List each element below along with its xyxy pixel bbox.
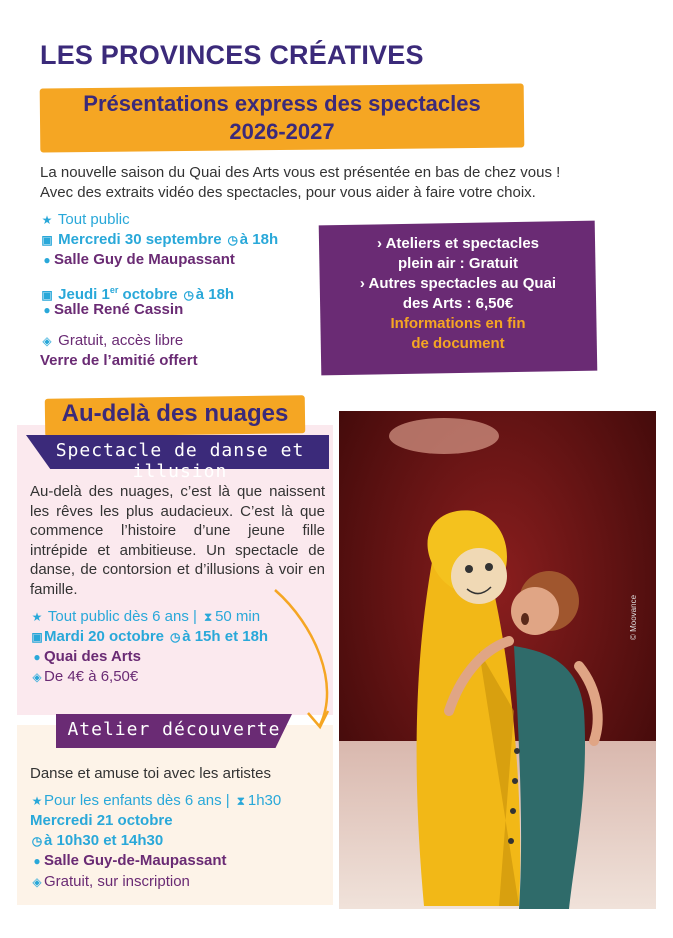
clock-icon: ◷	[183, 288, 194, 302]
show-audience-text: Tout public dès 6 ans |	[47, 608, 197, 625]
workshop-audience	[30, 791, 281, 811]
show-audience	[30, 607, 260, 627]
workshop-audience-text: Pour les enfants dès 6 ans |	[44, 792, 230, 809]
express-price-text: Gratuit, accès libre	[58, 332, 184, 349]
workshop-time-row	[30, 831, 163, 851]
intro-line-1: La nouvelle saison du Quai des Arts vous est présentée en bas de chez vous !	[40, 164, 561, 181]
star-icon: ★	[41, 213, 53, 227]
info-line-1: › Ateliers et spectacles	[376, 235, 540, 252]
express-extra: Verre de l’amitié offert	[40, 352, 198, 369]
hourglass-icon: ⧗	[203, 610, 213, 624]
show-description: Au-delà des nuages, c’est là que naissent les rêves les plus audacieux. C’est là que commence l’histoire d’une jeune fille intrépide et ambitieuse. Un spectacle de danse, de contorsion et d’illusions à voir en famille.	[30, 483, 325, 598]
show-duration: 50 min	[215, 608, 261, 625]
calendar-icon: ▣	[41, 288, 53, 302]
workshop-price	[30, 872, 190, 892]
info-line-2: plein air : Gratuit	[397, 255, 518, 272]
show-price	[30, 667, 138, 687]
express-date-2-day-b: octobre	[118, 286, 178, 303]
show-price-text: De 4€ à 6,50€	[44, 668, 139, 685]
page-title: LES PROVINCES CRÉATIVES	[40, 40, 424, 70]
calendar-icon: ▣	[31, 630, 43, 644]
location-pin-icon: ●	[33, 854, 41, 868]
star-icon: ★	[31, 610, 43, 624]
clock-icon: ◷	[31, 834, 43, 848]
workshop-intro: Danse et amuse toi avec les artistes	[30, 765, 271, 782]
express-date-1	[40, 230, 278, 250]
show-time: à 15h et 18h	[182, 628, 269, 645]
express-venue-2-text: Salle René Cassin	[54, 301, 184, 318]
express-intro	[40, 163, 630, 203]
star-icon: ★	[31, 794, 43, 808]
workshop-title: Atelier découverte	[67, 719, 281, 740]
tag-icon: ◈	[42, 334, 52, 348]
express-date-2-time: à 18h	[195, 286, 235, 303]
workshop-time: à 10h30 et 14h30	[44, 832, 164, 849]
info-line-3: › Autres spectacles au Quai	[359, 275, 557, 292]
show-photo	[339, 411, 656, 909]
photo-credit: © Moovance	[629, 594, 638, 640]
express-banner-title	[40, 90, 524, 146]
express-price	[40, 331, 183, 351]
express-banner-line2: 2026-2027	[229, 119, 335, 144]
express-date-2-day-a: Jeudi 1	[58, 286, 110, 303]
info-line-6: de document	[411, 335, 505, 352]
dancer-illustration	[339, 411, 656, 909]
workshop-date: Mercredi 21 octobre	[30, 812, 173, 829]
info-line-5: Informations en fin	[390, 315, 526, 332]
hourglass-icon: ⧗	[236, 794, 246, 808]
location-pin-icon: ●	[43, 303, 51, 317]
tag-icon: ◈	[32, 875, 42, 889]
express-date-1-time: à 18h	[239, 231, 279, 248]
show-venue	[30, 647, 141, 667]
express-date-2-sup: er	[109, 285, 119, 295]
express-date-1-day: Mercredi 30 septembre	[58, 231, 222, 248]
workshop-duration: 1h30	[247, 792, 282, 809]
location-pin-icon: ●	[43, 253, 51, 267]
express-venue-1	[40, 250, 235, 270]
show-date-text: Mardi 20 octobre	[44, 628, 165, 645]
calendar-icon: ▣	[41, 233, 53, 247]
curved-arrow-icon	[270, 585, 340, 735]
location-pin-icon: ●	[33, 650, 41, 664]
workshop-price-text: Gratuit, sur inscription	[44, 873, 190, 890]
show-subtitle: Spectacle de danse et illusion	[55, 440, 305, 482]
show-venue-text: Quai des Arts	[44, 648, 141, 665]
express-audience-text: Tout public	[57, 211, 130, 228]
express-audience	[40, 210, 130, 230]
show-title: Au-delà des nuages	[61, 400, 289, 427]
intro-line-2: Avec des extraits vidéo des spectacles, pour vous aider à faire votre choix.	[40, 184, 536, 201]
clock-icon: ◷	[227, 233, 238, 247]
info-box-text	[322, 234, 594, 354]
express-venue-1-text: Salle Guy de Maupassant	[54, 251, 235, 268]
tag-icon: ◈	[32, 670, 42, 684]
workshop-venue	[30, 851, 227, 871]
clock-icon: ◷	[169, 630, 181, 644]
express-venue-2	[40, 300, 183, 320]
workshop-venue-text: Salle Guy-de-Maupassant	[44, 852, 227, 869]
info-line-4: des Arts : 6,50€	[402, 295, 514, 312]
express-banner-line1: Présentations express des spectacles	[83, 91, 481, 116]
show-date	[30, 627, 268, 647]
